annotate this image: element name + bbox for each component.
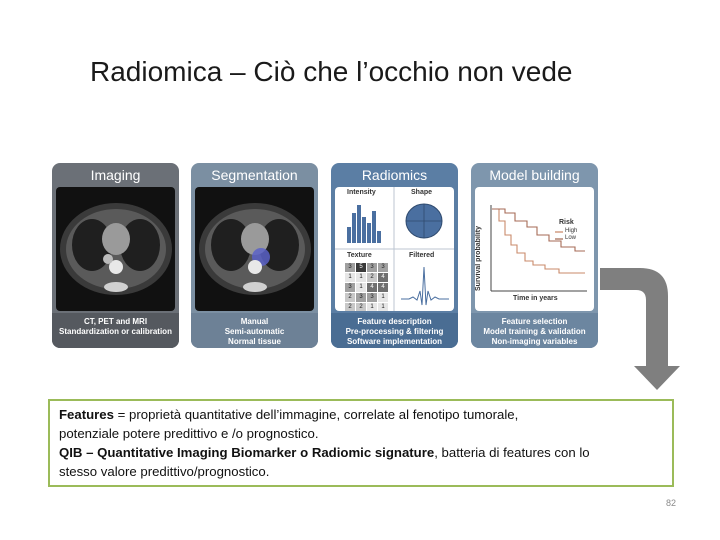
- description-line-4: stesso valore predittivo/prognostico.: [59, 464, 270, 479]
- y-axis-label: Survival probability: [475, 226, 482, 291]
- model-building-panel-footer: [471, 313, 598, 348]
- footer-line: Standardization or calibration: [59, 327, 172, 336]
- texture-cell: 1: [356, 283, 366, 292]
- qib-term: QIB – Quantitative Imaging Biomarker o Radiomic signature: [59, 445, 435, 460]
- texture-cell: 2: [345, 293, 355, 302]
- footer-line: Feature description: [357, 317, 432, 326]
- footer-line: Normal tissue: [228, 337, 281, 346]
- legend-item-high: High: [565, 228, 578, 234]
- radiomics-features-grid: [335, 187, 454, 311]
- texture-label: Texture: [347, 252, 372, 259]
- model-building-panel-title: Model building: [489, 167, 580, 183]
- imaging-panel: [52, 163, 179, 348]
- segmentation-panel-footer: [191, 313, 318, 348]
- texture-cell: 3: [378, 263, 388, 272]
- intensity-label: Intensity: [347, 189, 376, 196]
- footer-line: CT, PET and MRI: [83, 317, 148, 326]
- shape-label: Shape: [411, 189, 433, 196]
- features-term: Features: [59, 407, 114, 422]
- legend-item-low: Low: [565, 235, 577, 241]
- description-line-2: potenziale potere predittivo e /o prognostico.: [59, 426, 319, 441]
- texture-cell: 2: [345, 303, 355, 311]
- legend-title: Risk: [559, 219, 574, 226]
- intensity-histogram: [347, 205, 381, 243]
- features-definition: = proprietà quantitative dell’immagine, correlate al fenotipo tumorale,: [113, 407, 519, 422]
- filtered-signal: [401, 267, 449, 305]
- segmentation-panel: [191, 163, 318, 348]
- description-box: [48, 399, 674, 487]
- texture-cell: 1: [378, 293, 388, 302]
- description-line-3: [59, 443, 663, 462]
- texture-cell: 3: [367, 263, 377, 272]
- texture-cell: 3: [367, 293, 377, 302]
- qib-definition: , batteria di features con lo: [434, 445, 590, 460]
- footer-line: Model training & validation: [483, 327, 586, 336]
- page-number: 82: [665, 498, 676, 508]
- footer-line: Feature selection: [501, 317, 568, 326]
- footer-line: Non-imaging variables: [491, 337, 578, 346]
- imaging-panel-footer: [52, 313, 179, 348]
- shape-icon: [406, 204, 442, 238]
- texture-cell: 2: [367, 273, 377, 282]
- radiomics-panel-footer: [331, 313, 458, 348]
- texture-cell: 4: [378, 283, 388, 292]
- texture-cell: 4: [367, 283, 377, 292]
- footer-line: Pre-processing & filtering: [345, 327, 444, 336]
- segmentation-panel-title: Segmentation: [211, 167, 298, 183]
- filtered-label: Filtered: [409, 252, 435, 259]
- footer-line: Semi-automatic: [224, 327, 285, 336]
- texture-cell: 3: [345, 283, 355, 292]
- texture-cell: 1: [367, 303, 377, 311]
- texture-cell: 2: [356, 303, 366, 311]
- radiomics-panel: [331, 163, 458, 348]
- model-building-panel: [471, 163, 598, 348]
- x-axis-label: Time in years: [513, 295, 558, 302]
- description-line-1: [59, 405, 663, 424]
- texture-cell: 3: [345, 263, 355, 272]
- footer-line: Manual: [240, 317, 269, 326]
- texture-matrix: [345, 263, 388, 311]
- segmented-ct-image: [195, 187, 314, 311]
- survival-curve-plot: [475, 187, 594, 311]
- radiomics-panel-title: Radiomics: [361, 167, 428, 183]
- texture-cell: 5: [356, 263, 366, 272]
- ct-scan-image: [56, 187, 175, 311]
- imaging-panel-title: Imaging: [90, 167, 141, 183]
- texture-cell: 4: [378, 273, 388, 282]
- texture-cell: 1: [356, 273, 366, 282]
- texture-cell: 1: [345, 273, 355, 282]
- texture-cell: 3: [356, 293, 366, 302]
- footer-line: Software implementation: [346, 337, 443, 346]
- slide-title: Radiomica – Ciò che l’occhio non vede: [90, 56, 573, 87]
- texture-cell: 1: [378, 303, 388, 311]
